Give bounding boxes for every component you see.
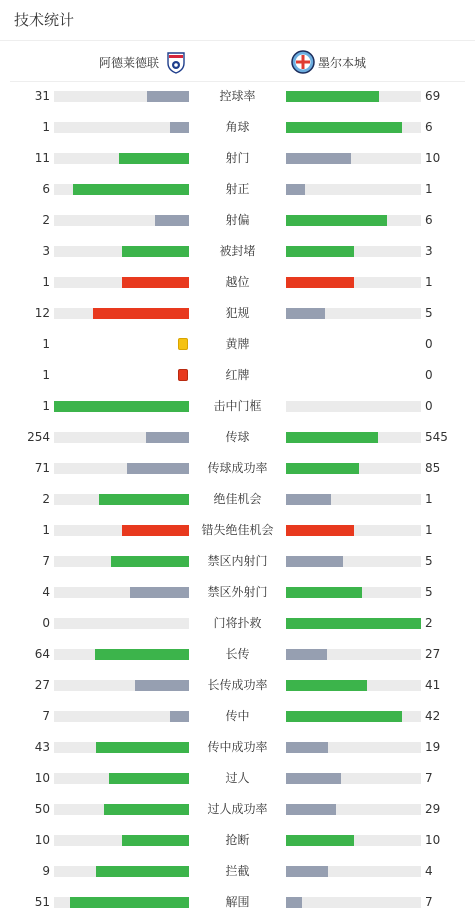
away-stat-bar-fill [286, 835, 354, 846]
home-stat-value: 10 [34, 771, 50, 785]
home-stat-bar [54, 556, 189, 567]
home-stat-bar [54, 742, 189, 753]
away-stat-bar-fill [286, 122, 402, 133]
home-stat-value: 71 [34, 461, 50, 475]
away-stat-bar-fill [286, 153, 351, 164]
home-stat-bar-fill [119, 153, 189, 164]
home-stat-bar-fill [99, 494, 189, 505]
team-header [0, 44, 475, 80]
away-stat-bar [286, 618, 421, 629]
away-stat-bar [286, 401, 421, 412]
home-stat-value: 6 [42, 182, 50, 196]
away-stat-value: 1 [425, 492, 433, 506]
stat-label: 传球成功率 [207, 461, 268, 475]
home-stat-value: 9 [42, 864, 50, 878]
away-stat-value: 6 [425, 213, 433, 227]
away-stat-bar-fill [286, 215, 387, 226]
home-stat-bar [54, 463, 189, 474]
stat-label: 过人成功率 [207, 802, 268, 816]
home-stat-bar-fill [95, 649, 190, 660]
home-stat-bar-fill [104, 804, 189, 815]
home-stat-bar [54, 432, 189, 443]
stat-label: 黄牌 [225, 337, 250, 351]
home-stat-value: 51 [34, 895, 50, 909]
away-stat-bar [286, 308, 421, 319]
stat-row [0, 360, 475, 391]
home-stat-value: 1 [42, 275, 50, 289]
home-stat-bar-fill [93, 308, 189, 319]
stat-label: 角球 [225, 120, 250, 134]
away-team-name: 墨尔本城 [318, 55, 367, 70]
away-stat-value: 29 [425, 802, 441, 816]
home-stat-bar-fill [111, 556, 189, 567]
home-stat-value: 50 [34, 802, 50, 816]
stat-label: 抢断 [225, 833, 250, 847]
home-stat-bar [54, 711, 189, 722]
stat-label: 射偏 [225, 213, 250, 227]
home-stat-bar [54, 91, 189, 102]
stats-list [0, 81, 475, 918]
stat-label: 射正 [225, 182, 250, 196]
away-stat-value: 0 [425, 399, 433, 413]
home-stat-bar [54, 649, 189, 660]
stat-label: 传中成功率 [207, 740, 268, 754]
away-stat-bar-fill [286, 804, 336, 815]
home-stat-value: 1 [42, 120, 50, 134]
away-stat-bar-fill [286, 773, 341, 784]
home-stat-bar-fill [170, 711, 189, 722]
away-stat-bar-fill [286, 246, 354, 257]
home-stat-bar-fill [96, 742, 189, 753]
home-stat-bar [54, 897, 189, 908]
page-title: 技术统计 [14, 11, 75, 29]
stat-row [0, 422, 475, 453]
away-stat-value: 6 [425, 120, 433, 134]
stat-row [0, 174, 475, 205]
stat-row [0, 298, 475, 329]
home-stat-bar-fill [130, 587, 189, 598]
stat-row [0, 391, 475, 422]
away-stat-bar [286, 649, 421, 660]
stat-row [0, 81, 475, 112]
home-stat-bar [54, 122, 189, 133]
home-stat-bar-fill [122, 525, 190, 536]
stat-row [0, 732, 475, 763]
stat-row [0, 236, 475, 267]
home-stat-bar-fill [155, 215, 189, 226]
stat-label: 犯规 [225, 306, 250, 320]
home-stat-bar [54, 184, 189, 195]
home-stat-bar [54, 277, 189, 288]
away-stat-bar-fill [286, 308, 325, 319]
home-stat-bar-fill [109, 773, 189, 784]
home-stat-bar [54, 308, 189, 319]
stat-row [0, 670, 475, 701]
away-stat-value: 0 [425, 337, 433, 351]
stat-label: 红牌 [225, 368, 250, 382]
stat-row [0, 608, 475, 639]
stat-label: 长传 [225, 647, 250, 661]
stat-row [0, 267, 475, 298]
stat-row [0, 546, 475, 577]
away-stat-bar-fill [286, 866, 328, 877]
home-stat-bar [54, 804, 189, 815]
away-stat-bar-fill [286, 432, 378, 443]
stat-label: 绝佳机会 [213, 492, 262, 506]
away-stat-bar [286, 525, 421, 536]
home-stat-value: 7 [42, 554, 50, 568]
stat-row [0, 794, 475, 825]
home-stat-bar-fill [70, 897, 189, 908]
away-stat-value: 5 [425, 554, 433, 568]
away-stat-bar-fill [286, 556, 343, 567]
away-stat-value: 2 [425, 616, 433, 630]
away-stat-bar [286, 122, 421, 133]
away-team[interactable] [291, 44, 366, 80]
away-stat-value: 69 [425, 89, 441, 103]
away-stat-bar-fill [286, 618, 421, 629]
away-stat-bar [286, 556, 421, 567]
away-stat-value: 5 [425, 585, 433, 599]
home-stat-value: 1 [42, 523, 50, 537]
away-stat-bar [286, 835, 421, 846]
away-stat-bar [286, 742, 421, 753]
home-team-name: 阿德莱德联 [98, 55, 159, 70]
stat-row [0, 701, 475, 732]
red-card-icon [178, 369, 188, 381]
home-stat-value: 254 [27, 430, 50, 444]
away-stat-bar-fill [286, 463, 359, 474]
away-stat-bar [286, 246, 421, 257]
home-stat-bar-fill [54, 401, 189, 412]
away-stat-bar-fill [286, 649, 327, 660]
yellow-card-icon [178, 338, 188, 350]
away-stat-bar [286, 184, 421, 195]
stat-label: 长传成功率 [207, 678, 268, 692]
home-stat-bar-fill [170, 122, 189, 133]
stat-label: 控球率 [219, 89, 256, 103]
away-stat-bar-fill [286, 277, 354, 288]
away-stat-value: 545 [425, 430, 448, 444]
home-team[interactable] [99, 44, 188, 80]
home-stat-value: 1 [42, 368, 50, 382]
away-stat-bar [286, 463, 421, 474]
stat-label: 击中门框 [213, 399, 262, 413]
stat-row [0, 329, 475, 360]
away-stat-bar [286, 91, 421, 102]
away-stat-bar [286, 432, 421, 443]
home-stat-value: 2 [42, 213, 50, 227]
away-stat-bar [286, 277, 421, 288]
stat-row [0, 763, 475, 794]
home-stat-bar [54, 835, 189, 846]
away-stat-value: 1 [425, 275, 433, 289]
home-stat-value: 10 [34, 833, 50, 847]
home-stat-value: 1 [42, 337, 50, 351]
home-stat-bar-fill [96, 866, 189, 877]
away-stat-bar-fill [286, 587, 362, 598]
stat-row [0, 515, 475, 546]
home-stat-bar-fill [127, 463, 189, 474]
stat-row [0, 825, 475, 856]
home-stat-value: 31 [34, 89, 50, 103]
home-stat-bar [54, 401, 189, 412]
away-stat-value: 7 [425, 771, 433, 785]
stat-row [0, 143, 475, 174]
home-stat-bar-fill [146, 432, 189, 443]
stat-row [0, 577, 475, 608]
away-stat-value: 3 [425, 244, 433, 258]
home-stat-value: 2 [42, 492, 50, 506]
home-team-logo-icon [164, 50, 188, 74]
away-stat-value: 5 [425, 306, 433, 320]
stat-label: 拦截 [225, 864, 250, 878]
away-stat-value: 4 [425, 864, 433, 878]
away-stat-value: 85 [425, 461, 441, 475]
stat-row [0, 112, 475, 143]
away-stat-bar [286, 711, 421, 722]
home-stat-value: 4 [42, 585, 50, 599]
stat-row [0, 856, 475, 887]
away-stat-bar-fill [286, 897, 302, 908]
home-stat-bar-fill [135, 680, 189, 691]
away-stat-bar [286, 494, 421, 505]
away-stat-bar-fill [286, 494, 331, 505]
home-stat-bar [54, 215, 189, 226]
stat-row [0, 484, 475, 515]
stat-label: 被封堵 [219, 244, 256, 258]
home-stat-value: 11 [34, 151, 50, 165]
away-stat-value: 42 [425, 709, 441, 723]
home-stat-value: 64 [34, 647, 50, 661]
stat-label: 禁区外射门 [207, 585, 268, 599]
away-stat-value: 10 [425, 151, 441, 165]
home-stat-bar-fill [73, 184, 189, 195]
home-stat-value: 1 [42, 399, 50, 413]
away-stat-value: 41 [425, 678, 441, 692]
stat-label: 越位 [225, 275, 250, 289]
home-stat-bar [54, 494, 189, 505]
home-stat-value: 27 [34, 678, 50, 692]
stat-label: 门将扑救 [213, 616, 262, 630]
away-stat-bar-fill [286, 91, 379, 102]
away-stat-bar [286, 773, 421, 784]
away-stat-bar [286, 680, 421, 691]
home-stat-value: 7 [42, 709, 50, 723]
away-stat-value: 1 [425, 182, 433, 196]
away-stat-bar-fill [286, 525, 354, 536]
home-stat-bar-fill [122, 277, 190, 288]
stat-label: 过人 [225, 771, 250, 785]
away-stat-bar-fill [286, 184, 305, 195]
home-stat-bar-fill [122, 835, 190, 846]
home-stat-value: 43 [34, 740, 50, 754]
home-stat-bar [54, 587, 189, 598]
home-stat-bar [54, 773, 189, 784]
title-divider [0, 40, 475, 41]
home-stat-bar [54, 525, 189, 536]
away-team-logo-icon [291, 50, 315, 74]
away-stat-value: 19 [425, 740, 441, 754]
home-stat-bar-fill [122, 246, 190, 257]
away-stat-bar [286, 215, 421, 226]
away-stat-bar-fill [286, 711, 402, 722]
away-stat-value: 7 [425, 895, 433, 909]
stat-label: 禁区内射门 [207, 554, 268, 568]
home-stat-value: 12 [34, 306, 50, 320]
away-stat-bar [286, 897, 421, 908]
away-stat-bar [286, 804, 421, 815]
away-stat-value: 1 [425, 523, 433, 537]
home-stat-bar [54, 246, 189, 257]
away-stat-bar [286, 587, 421, 598]
away-stat-bar-fill [286, 680, 367, 691]
away-stat-bar [286, 153, 421, 164]
away-stat-value: 0 [425, 368, 433, 382]
stat-row [0, 639, 475, 670]
stat-row [0, 887, 475, 918]
away-stat-value: 10 [425, 833, 441, 847]
stat-label: 射门 [225, 151, 250, 165]
home-stat-bar [54, 153, 189, 164]
stat-label: 解围 [225, 895, 250, 909]
home-stat-value: 3 [42, 244, 50, 258]
stat-row [0, 205, 475, 236]
home-stat-bar [54, 866, 189, 877]
away-stat-bar [286, 866, 421, 877]
home-stat-bar [54, 680, 189, 691]
stat-label: 错失绝佳机会 [201, 523, 274, 537]
home-stat-bar [54, 618, 189, 629]
away-stat-bar-fill [286, 742, 328, 753]
stat-label: 传球 [225, 430, 250, 444]
home-stat-value: 0 [42, 616, 50, 630]
away-stat-value: 27 [425, 647, 441, 661]
home-stat-bar-fill [147, 91, 189, 102]
stat-label: 传中 [225, 709, 250, 723]
stat-row [0, 453, 475, 484]
